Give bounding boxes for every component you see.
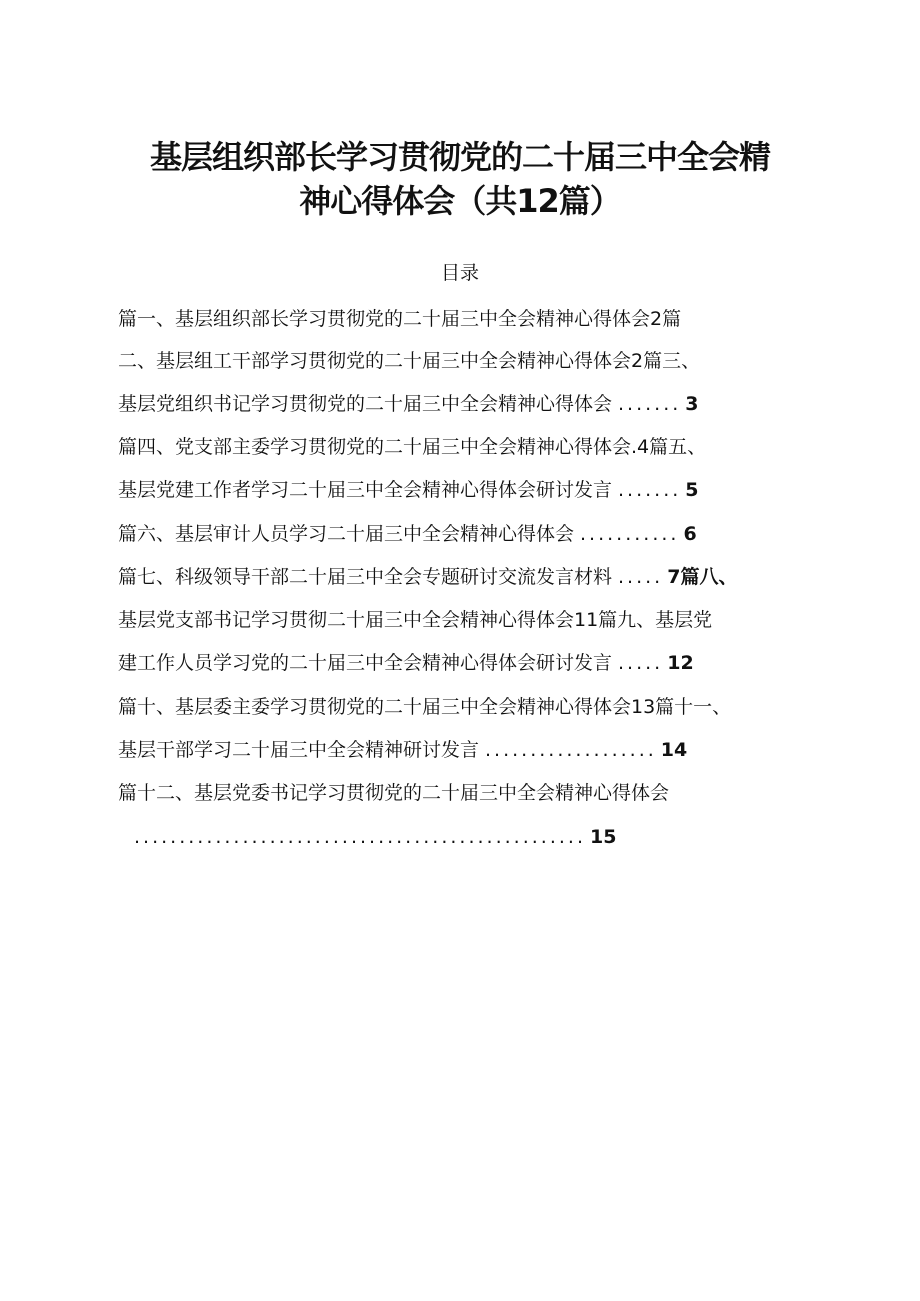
toc-entry[interactable] bbox=[118, 690, 848, 724]
toc-entry-text: 建工作人员学习党的二十届三中全会精神心得体会研讨发言 bbox=[118, 652, 613, 674]
toc-entry-text: 篇六、基层审计人员学习二十届三中全会精神心得体会 bbox=[118, 523, 575, 545]
toc-entry-page-number: 14 bbox=[660, 739, 688, 761]
toc-entry-text: 篇十、基层委主委学习贯彻党的二十届三中全会精神心得体会13篇十一、 bbox=[118, 696, 732, 718]
toc-entry-text: 篇四、党支部主委学习贯彻党的二十届三中全会精神心得体会.4篇五、 bbox=[118, 436, 707, 458]
toc-entry-leader-dots: ........... bbox=[580, 523, 680, 545]
toc-entry-page-number: 6 bbox=[683, 523, 697, 545]
toc-entry-text: 基层干部学习二十届三中全会精神研讨发言 bbox=[118, 739, 480, 761]
toc-heading: 目录 bbox=[440, 262, 479, 284]
toc-entry-leader-dots: ..... bbox=[618, 566, 664, 588]
toc-entry-leader-dots: ....... bbox=[618, 479, 682, 501]
toc-entry[interactable] bbox=[118, 560, 848, 594]
toc-entry[interactable] bbox=[118, 776, 848, 810]
toc-entry-page-number: 3 bbox=[685, 393, 699, 415]
toc-entry-leader-dots: ....... bbox=[618, 393, 682, 415]
document-title-line-2: 神心得体会（共12篇） bbox=[299, 182, 621, 220]
toc-entry-text: 基层党支部书记学习贯彻二十届三中全会精神心得体会11篇九、基层党 bbox=[118, 609, 713, 631]
toc-entry[interactable] bbox=[128, 820, 858, 854]
document-title-line-1: 基层组织部长学习贯彻党的二十届三中全会精 bbox=[149, 138, 770, 176]
toc-entry[interactable] bbox=[118, 517, 848, 551]
toc-entry[interactable] bbox=[118, 733, 848, 767]
toc-entry-page-number: 15 bbox=[589, 826, 617, 848]
toc-entry[interactable] bbox=[118, 603, 848, 637]
toc-entry-page-number: 5 bbox=[685, 479, 699, 501]
toc-entry[interactable] bbox=[118, 387, 848, 421]
toc-entry[interactable] bbox=[118, 473, 848, 507]
toc-entry-leader-dots: ................... bbox=[485, 739, 657, 761]
toc-entry-leader-dots: ..... bbox=[618, 652, 664, 674]
toc-entry-page-number: 7篇八、 bbox=[667, 566, 738, 588]
toc-entry[interactable] bbox=[118, 344, 848, 378]
toc-entry[interactable] bbox=[118, 646, 848, 680]
toc-entry[interactable] bbox=[118, 430, 848, 464]
toc-entry-text: 基层党建工作者学习二十届三中全会精神心得体会研讨发言 bbox=[118, 479, 613, 501]
toc-entry-text: 篇十二、基层党委书记学习贯彻党的二十届三中全会精神心得体会 bbox=[118, 782, 670, 804]
toc-entry-text: 篇一、基层组织部长学习贯彻党的二十届三中全会精神心得体会2篇 bbox=[118, 308, 682, 330]
toc-entry[interactable] bbox=[118, 302, 848, 336]
toc-entry-text: 基层党组织书记学习贯彻党的二十届三中全会精神心得体会 bbox=[118, 393, 613, 415]
toc-entry-leader-dots: .................................................. bbox=[134, 826, 586, 848]
toc-entry-text: 二、基层组工干部学习贯彻党的二十届三中全会精神心得体会2篇三、 bbox=[118, 350, 701, 372]
toc-entry-text: 篇七、科级领导干部二十届三中全会专题研讨交流发言材料 bbox=[118, 566, 613, 588]
toc-entry-page-number: 12 bbox=[667, 652, 694, 674]
